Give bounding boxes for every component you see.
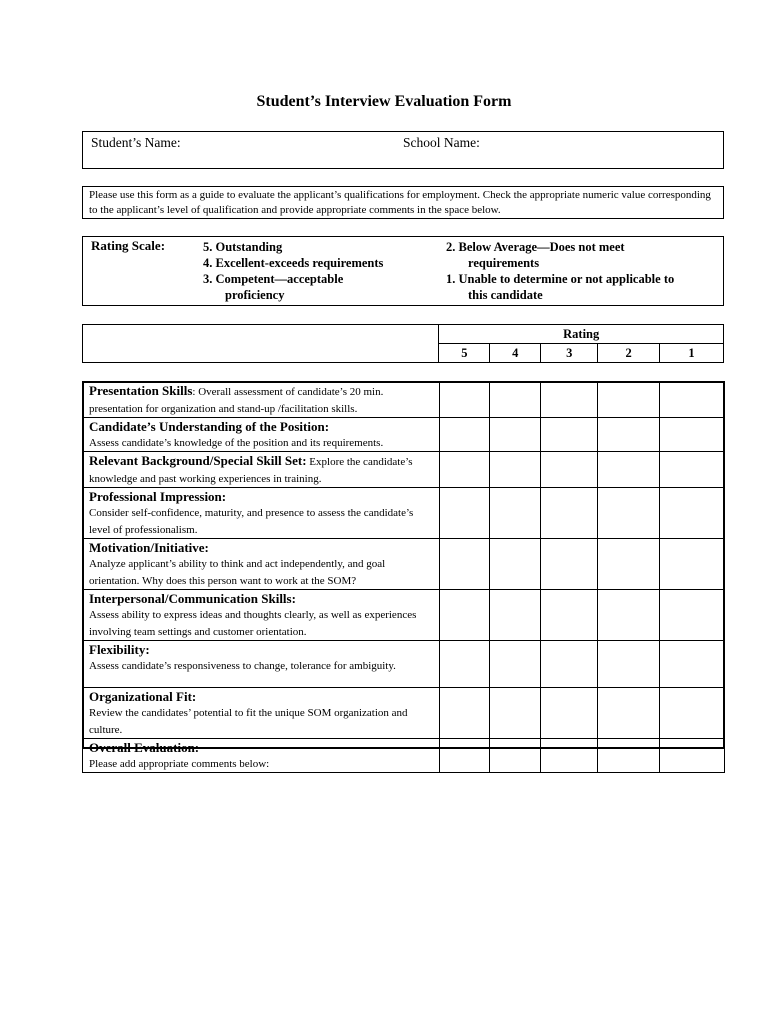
criterion-description: Review the candidates’ potential to fit the unique SOM organization and culture. xyxy=(89,707,408,736)
criterion-description: Please add appropriate comments below: xyxy=(89,758,270,770)
rating-col-3: 3 xyxy=(541,344,598,363)
scale-item-3: 3. Competent—acceptable xyxy=(203,272,344,286)
instructions-box xyxy=(82,186,724,219)
scale-item-1-cont: this candidate xyxy=(468,288,543,302)
scale-item-2: 2. Below Average—Does not meet xyxy=(446,240,625,254)
criterion-description: Assess candidate’s responsiveness to change, tolerance for ambiguity. xyxy=(89,660,396,672)
criterion-description: Analyze applicant’s ability to think and act independently, and goal orientation. Why does this person want to work at the SOM? xyxy=(89,558,386,587)
rating-scale-label: Rating Scale: xyxy=(91,238,166,253)
school-name-label: School Name: xyxy=(403,135,480,150)
criterion-description: Assess ability to express ideas and thoughts clearly, as well as experiences involving team settings and customer orientation. xyxy=(89,609,417,638)
scale-item-2-cont: requirements xyxy=(468,256,540,270)
form-title: Student’s Interview Evaluation Form xyxy=(256,93,512,110)
criterion-title: Professional Impression: xyxy=(89,489,227,504)
criterion-title: Motivation/Initiative: xyxy=(89,540,209,555)
instructions-text: Please use this form as a guide to evaluate the applicant’s qualifications for employment. Check the appropriate numeric value corresponding to the applicant’s level of qualification and provide appropriate comments in the space below. xyxy=(89,189,711,216)
scale-item-1: 1. Unable to determine or not applicable to xyxy=(446,272,675,286)
scale-item-3-cont: proficiency xyxy=(225,288,285,302)
scale-item-4: 4. Excellent-exceeds requirements xyxy=(203,256,384,270)
criterion-description: Explore the candidate’s knowledge and past working experiences in training. xyxy=(89,456,413,485)
criterion-title: Candidate’s Understanding of the Position: xyxy=(89,419,330,434)
rating-col-5: 5 xyxy=(439,344,490,363)
criterion-title: Flexibility: xyxy=(89,642,150,657)
criterion-description: : Overall assessment of candidate’s 20 min. presentation for organization and stand-up /facilitation skills. xyxy=(89,386,384,415)
rating-header-blank xyxy=(83,325,439,363)
criterion-title: Presentation Skills xyxy=(89,383,193,398)
scale-item-5: 5. Outstanding xyxy=(203,240,283,254)
names-box xyxy=(82,131,724,169)
rating-scale-column-left xyxy=(203,239,383,303)
criterion-title: Relevant Background/Special Skill Set: xyxy=(89,453,307,468)
criterion-description: Assess candidate’s knowledge of the position and its requirements. xyxy=(89,437,384,449)
criteria-table-border xyxy=(82,381,725,749)
criterion-title: Interpersonal/Communication Skills: xyxy=(89,591,296,606)
criterion-title: Organizational Fit: xyxy=(89,689,197,704)
criterion-title: Overall Evaluation: xyxy=(89,740,200,755)
rating-header-label: Rating xyxy=(439,325,724,344)
rating-col-4: 4 xyxy=(490,344,541,363)
criterion-description: Consider self-confidence, maturity, and presence to assess the candidate’s level of professionalism. xyxy=(89,507,414,536)
rating-scale-column-right xyxy=(446,239,674,303)
student-name-label: Student’s Name: xyxy=(91,135,181,150)
rating-col-1: 1 xyxy=(660,344,724,363)
rating-scale-box xyxy=(82,236,724,306)
rating-header-table xyxy=(82,324,724,363)
rating-col-2: 2 xyxy=(598,344,660,363)
